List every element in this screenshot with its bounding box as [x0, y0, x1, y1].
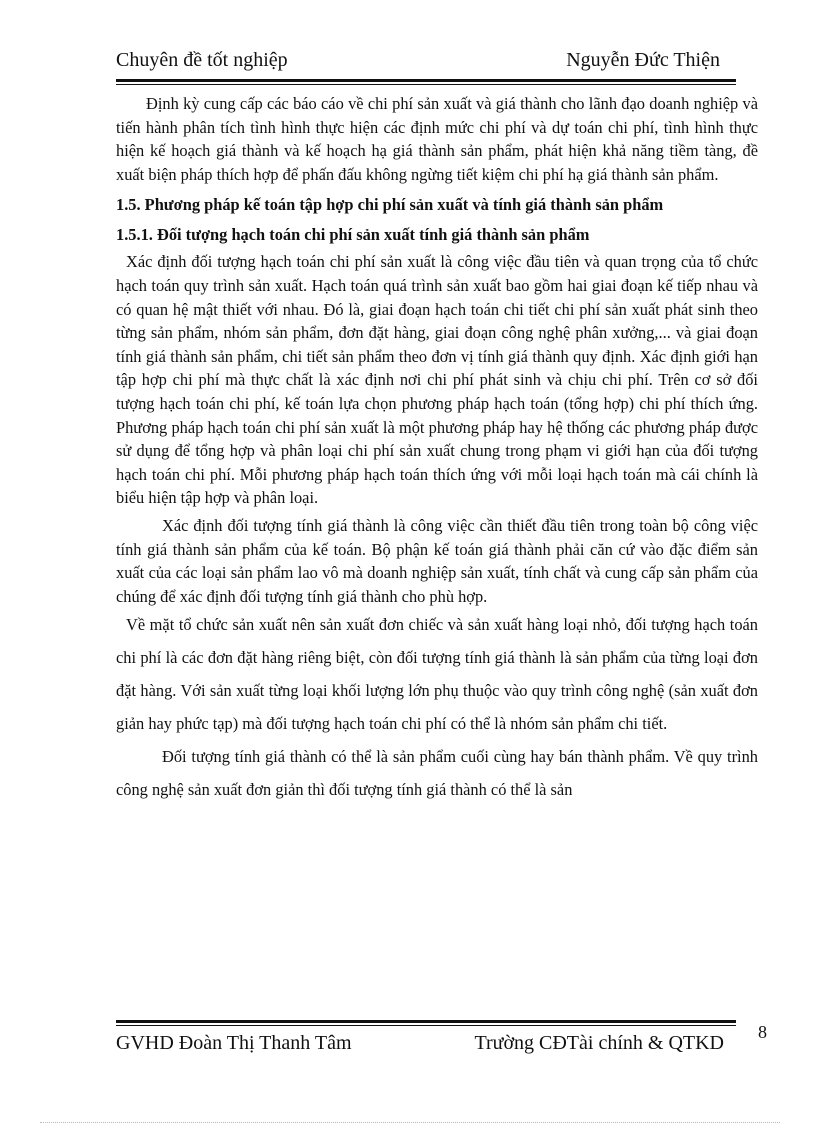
- subsection-heading: 1.5.1. Đối tượng hạch toán chi phí sản xuất tính giá thành sản phẩm: [116, 225, 590, 245]
- header-author: Nguyễn Đức Thiện: [566, 49, 720, 71]
- paragraph-5: Đối tượng tính giá thành có thể là sản phẩm cuối cùng hay bán thành phẩm. Về quy trình công nghệ sản xuất đơn giản thì đối tượng tính giá thành có thể là sản: [116, 747, 758, 800]
- paragraph-2: Xác định đối tượng hạch toán chi phí sản xuất là công việc đầu tiên và quan trọng của tổ chức hạch toán quy trình sản xuất. Hạch toán quá trình sản xuất bao gồm hai giai đoạn kế tiếp nhau và có quan hệ mật thiết với nhau. Đó là, giai đoạn hạch toán chi tiết chi phí sản xuất phát sinh theo từng sản phẩm, nhóm sản phẩm, đơn đặt hàng, giai đoạn công nghệ phân xưởng,... và giai đoạn tính giá thành sản phẩm, chi tiết sản phẩm theo đơn vị tính giá thành quy định. Xác định giới hạn tập hợp chi phí mà thực chất là xác định nơi chi phí phát sinh và chịu chi phí. Trên cơ sở đối tượng hạch toán chi phí, kế toán lựa chọn phương pháp hạch toán (tổng hợp) chi phí thích ứng. Phương pháp hạch toán chi phí sản xuất là một phương pháp hay hệ thống các phương pháp được sử dụng để tổng hợp và phân loại chi phí sản xuất chung trong phạm vi giới hạn của đối tượng hạch toán chi phí. Mỗi phương pháp hạch toán thích ứng với mỗi loại hạch toán mà cái chính là biểu hiện tập hợp và phân loại.: [116, 252, 758, 508]
- paragraph-1: Định kỳ cung cấp các báo cáo về chi phí sản xuất và giá thành cho lãnh đạo doanh nghiệp và tiến hành phân tích tình hình thực hiện các định mức chi phí và dự toán chi phí, tình hình thực hiện kế hoạch giá thành và kế hoạch hạ giá thành sản phẩm, phát hiện khả năng tiềm tàng, đề xuất biện pháp thích hợp để phấn đấu không ngừng tiết kiệm chi phí hạ giá thành sản phẩm.: [116, 94, 758, 184]
- page-header: [116, 46, 736, 80]
- paragraph-4: Về mặt tổ chức sản xuất nên sản xuất đơn chiếc và sản xuất hàng loại nhỏ, đối tượng hạch toán chi phí là các đơn đặt hàng riêng biệt, còn đối tượng tính giá thành là sản phẩm của từng loại đơn đặt hàng. Với sản xuất từng loại khối lượng lớn phụ thuộc vào quy trình công nghệ (sản xuất đơn giản hay phức tạp) mà đối tượng hạch toán chi phí có thể là nhóm sản phẩm chi tiết.: [116, 615, 758, 734]
- section-heading: 1.5. Phương pháp kế toán tập hợp chi phí sản xuất và tính giá thành sản phẩm: [116, 195, 664, 215]
- page-number: 8: [758, 1022, 767, 1042]
- footer-school: Trường CĐTài chính & QTKD: [474, 1032, 724, 1054]
- footer-rule: [116, 1020, 736, 1026]
- footer-supervisor: GVHD Đoàn Thị Thanh Tâm: [116, 1032, 352, 1054]
- header-title: Chuyên đề tốt nghiệp: [116, 49, 288, 71]
- page-footer: [116, 1030, 736, 1060]
- page-body: [116, 92, 758, 806]
- paragraph-3: Xác định đối tượng tính giá thành là công việc cần thiết đầu tiên trong toàn bộ công việc tính giá thành sản phẩm của kế toán. Bộ phận kế toán giá thành phải căn cứ vào đặc điểm sản xuất của các loại sản phẩm lao vô mà doanh nghiệp sản xuất, tính chất và cung cấp sản phẩm của chúng để xác định đối tượng tính giá thành cho phù hợp.: [116, 515, 758, 606]
- header-rule: [116, 79, 736, 85]
